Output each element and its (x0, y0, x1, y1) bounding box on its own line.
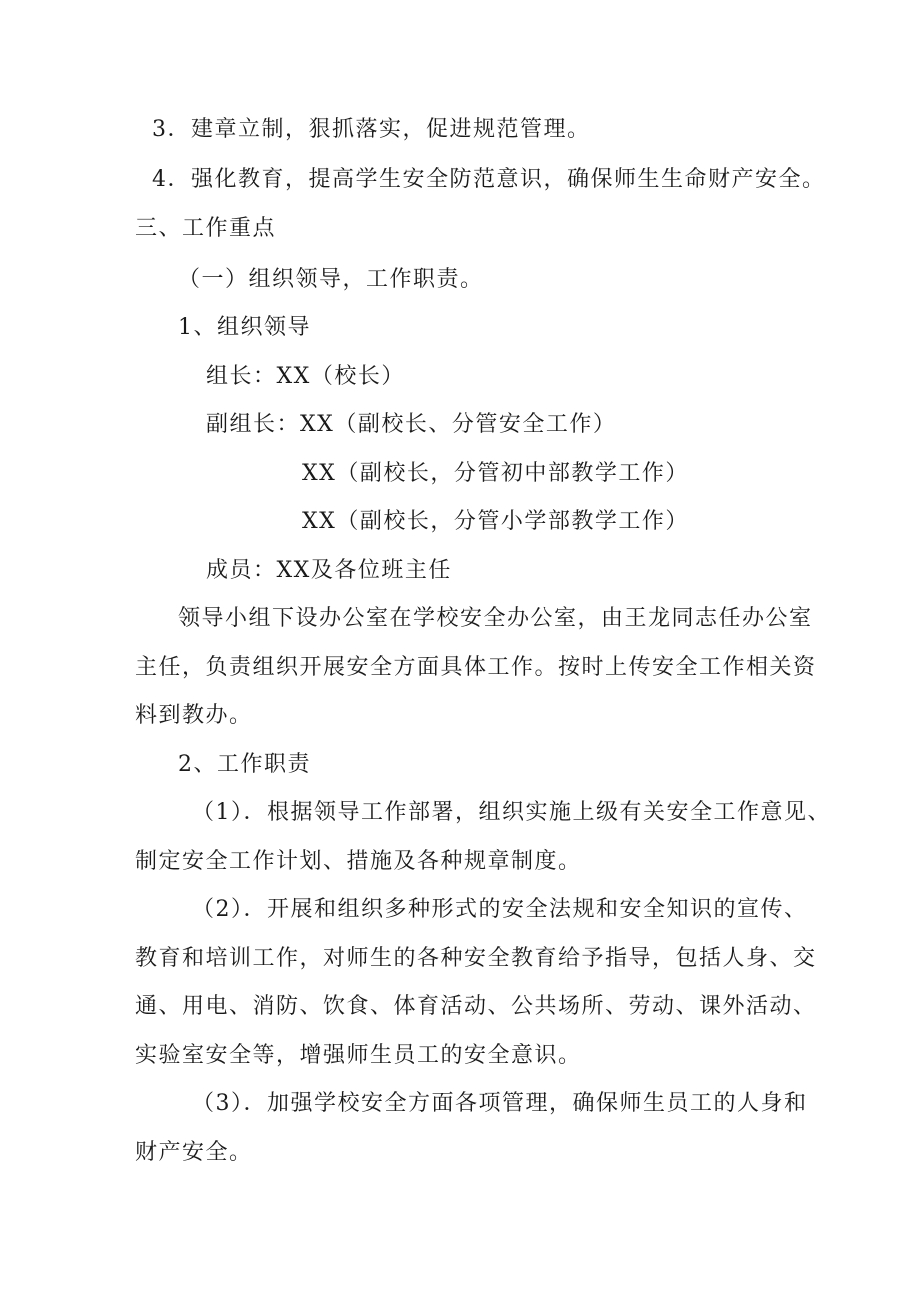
duty-1-line-1: （1）．根据领导工作部署，组织实施上级有关安全工作意见、 (192, 800, 831, 825)
subsection-heading-organization: （一）组织领导，工作职责。 (178, 267, 484, 292)
duty-3-line-1: （3）．加强学校安全方面各项管理，确保师生员工的人身和 (192, 1091, 808, 1116)
duty-2-line-2: 教育和培训工作，对师生的各种安全教育给予指导，包括人身、交 (135, 946, 817, 971)
goal-item-3: 3．建章立制，狠抓落实，促进规范管理。 (152, 117, 591, 142)
leader-line: 组长：XX（校长） (206, 364, 405, 389)
item-heading-leadership: 1、组织领导 (178, 315, 311, 340)
office-paragraph-line-3: 料到教办。 (135, 703, 253, 728)
goal-item-4: 4．强化教育，提高学生安全防范意识，确保师生生命财产安全。 (152, 167, 826, 192)
members-line: 成员：XX及各位班主任 (206, 558, 452, 583)
section-heading-work-focus: 三、工作重点 (135, 216, 277, 241)
duty-3-line-2: 财产安全。 (135, 1140, 253, 1165)
item-heading-duties: 2、工作职责 (178, 752, 311, 777)
duty-2-line-3: 通、用电、消防、饮食、体育活动、公共场所、劳动、课外活动、 (135, 994, 817, 1019)
duty-2-line-4: 实验室安全等，增强师生员工的安全意识。 (135, 1043, 582, 1068)
duty-1-line-2: 制定安全工作计划、措施及各种规章制度。 (135, 849, 582, 874)
office-paragraph-line-2: 主任，负责组织开展安全方面具体工作。按时上传安全工作相关资 (135, 655, 817, 680)
deputy-leader-line-1: 副组长：XX（副校长、分管安全工作） (206, 412, 617, 437)
office-paragraph-line-1: 领导小组下设办公室在学校安全办公室，由王龙同志任办公室 (178, 606, 813, 631)
duty-2-line-1: （2）．开展和组织多种形式的安全法规和安全知识的宣传、 (192, 897, 808, 922)
deputy-leader-line-2: XX（副校长，分管初中部教学工作） (302, 461, 689, 486)
deputy-leader-line-3: XX（副校长，分管小学部教学工作） (302, 509, 689, 534)
